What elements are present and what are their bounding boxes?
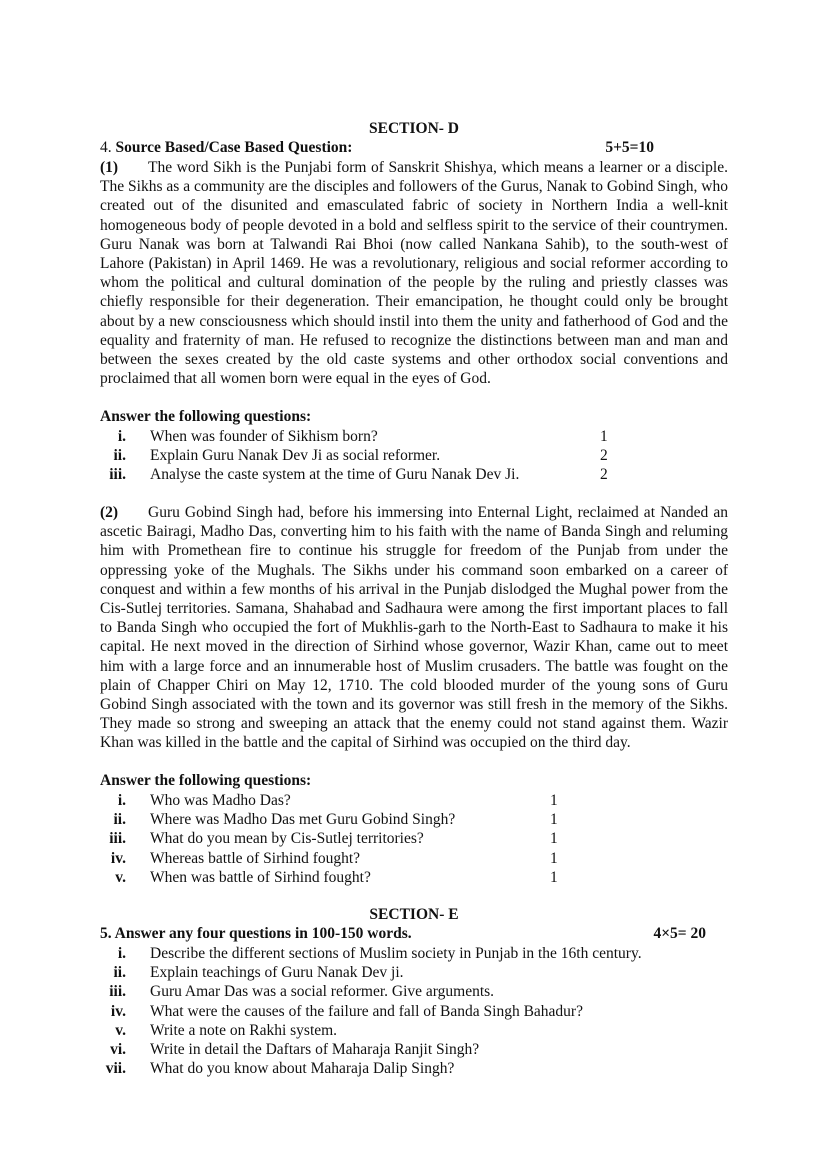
question-item: [100, 944, 728, 963]
question-item: [100, 791, 728, 810]
question-numeral: ii.: [113, 447, 126, 465]
question-item: [100, 810, 728, 829]
question-item: [100, 465, 728, 484]
question-5-header: [100, 925, 728, 943]
question-item: [100, 446, 728, 465]
case-2-answer-heading: Answer the following questions:: [100, 772, 312, 789]
question-numeral: iii.: [109, 830, 126, 848]
question-marks: 1: [600, 428, 608, 445]
question-numeral: vii.: [105, 1060, 126, 1078]
question-marks: 1: [550, 830, 558, 848]
question-text: Guru Amar Das was a social reformer. Give arguments.: [150, 983, 495, 1001]
question-text: Write a note on Rakhi system.: [150, 1021, 338, 1039]
question-text: When was battle of Sirhind fought?: [150, 868, 371, 886]
case-1-text: The word Sikh is the Punjabi form of Sanskrit Shishya, which means a learner or a disciple. The Sikhs as a community are the disciples and followers of the Gurus, Nanak to Gobind Singh, who created out of the disunited and emasculated fabric of society in Northern India a well-knit homogeneous body of people devoted in a bold and selfless spirit to the service of their countrymen. Guru Nanak was born at Talwandi Rai Bhoi (now called Nankana Sahib), to the south-west of Lahore (Pakistan) in April 1469. He was a revolutionary, religious and social reformer according to whom the political and cultural domination of the people by the ruling and priestly classes was chiefly responsible for their degeneration. Their emancipation, he thought could only be brought about by a new consciousness which should instil into them the unity and fatherhood of God and the equality and fraternity of man. He refused to recognize the distinctions between man and man and between the sexes created by the old caste systems and other orthodox social conventions and proclaimed that all women born were equal in the eyes of God.: [100, 159, 728, 388]
question-marks: 2: [600, 447, 608, 465]
question-item: [100, 1059, 728, 1078]
question-4-header: [100, 139, 728, 157]
question-item: [100, 963, 728, 982]
question-text: What do you know about Maharaja Dalip Singh?: [150, 1060, 455, 1078]
question-numeral: v.: [115, 868, 126, 886]
case-2-number: (2): [100, 504, 119, 521]
question-item: [100, 427, 728, 446]
question-item: [100, 849, 728, 868]
question-5-label: 5. Answer any four questions in 100-150 words.: [100, 925, 412, 942]
question-text: Write in detail the Daftars of Maharaja Ranjit Singh?: [150, 1040, 480, 1058]
question-item: [100, 868, 728, 887]
question-numeral: iv.: [110, 849, 126, 867]
question-numeral: iii.: [109, 466, 126, 484]
question-item: [100, 1021, 728, 1040]
question-item: [100, 1002, 728, 1021]
question-item: [100, 982, 728, 1001]
section-e-title: SECTION- E: [369, 906, 459, 923]
question-text: Where was Madho Das met Guru Gobind Singh?: [150, 811, 456, 829]
question-marks: 1: [550, 849, 558, 867]
case-2-questions: [100, 791, 728, 887]
question-text: Explain teachings of Guru Nanak Dev ji.: [150, 964, 404, 982]
question-marks: 1: [550, 811, 558, 829]
section-d-title: SECTION- D: [368, 120, 459, 137]
question-numeral: v.: [115, 1021, 126, 1039]
case-1-answer-heading: Answer the following questions:: [100, 408, 312, 425]
question-numeral: iii.: [109, 983, 126, 1001]
question-numeral: ii.: [113, 964, 126, 982]
section-e-questions: [100, 944, 728, 1078]
question-text: When was founder of Sikhism born?: [150, 428, 378, 445]
question-text: Who was Madho Das?: [150, 792, 291, 809]
question-item: [100, 829, 728, 848]
question-item: [100, 1040, 728, 1059]
question-text: What were the causes of the failure and fall of Banda Singh Bahadur?: [150, 1002, 583, 1020]
question-marks: 2: [600, 466, 608, 484]
question-text: Describe the different sections of Muslim society in Punjab in the 16th century.: [150, 945, 642, 962]
case-1-passage: [100, 158, 728, 388]
question-numeral: i.: [117, 792, 126, 809]
case-1-number: (1): [100, 159, 119, 176]
case-2-passage: [100, 503, 728, 753]
question-text: What do you mean by Cis-Sutlej territories?: [150, 830, 424, 848]
question-marks: 1: [550, 792, 558, 809]
question-numeral: i.: [117, 428, 126, 445]
question-numeral: vi.: [110, 1040, 126, 1058]
question-numeral: i.: [117, 945, 126, 962]
question-numeral: ii.: [113, 811, 126, 829]
question-4-label: Source Based/Case Based Question:: [115, 139, 353, 156]
case-2-text: Guru Gobind Singh had, before his immersing into Enternal Light, reclaimed at Nanded an ascetic Bairagi, Madho Das, converting him to his faith with the name of Banda Singh and reluming him with Promethean fire to continue his struggle for freedom of the Punjab from under the oppressing yoke of the Mughals. The Sikhs under his command soon embarked on a career of conquest and within a few months of his arrival in the Punjab dislodged the Mughal power from the Cis-Sutlej territories. Samana, Shahabad and Sadhaura were among the first important places to fall to Banda Singh who occupied the fort of Mukhlis-garh to the North-East to Sadhaura to make it his capital. He next moved in the direction of Sirhind whose governor, Wazir Khan, came out to meet him with a large force and an innumerable host of Muslim crusaders. The battle was fought on the plain of Chapper Chiri on May 12, 1710. The cold blooded murder of the young sons of Guru Gobind Singh associated with the town and its governor was still fresh in the memory of the Sikhs. They made so strong and sweeping an attack that the enemy could not stand against them. Wazir Khan was killed in the battle and the capital of Sirhind was occupied on the third day.: [100, 504, 728, 752]
question-4-marks: 5+5=10: [605, 139, 654, 156]
question-4-number: 4.: [100, 139, 112, 156]
question-numeral: iv.: [110, 1002, 126, 1020]
question-text: Explain Guru Nanak Dev Ji as social reformer.: [150, 447, 441, 465]
question-text: Whereas battle of Sirhind fought?: [150, 849, 361, 867]
question-marks: 1: [550, 868, 558, 886]
question-5-marks: 4×5= 20: [653, 925, 706, 942]
case-1-questions: [100, 427, 728, 485]
question-text: Analyse the caste system at the time of Guru Nanak Dev Ji.: [150, 466, 520, 484]
